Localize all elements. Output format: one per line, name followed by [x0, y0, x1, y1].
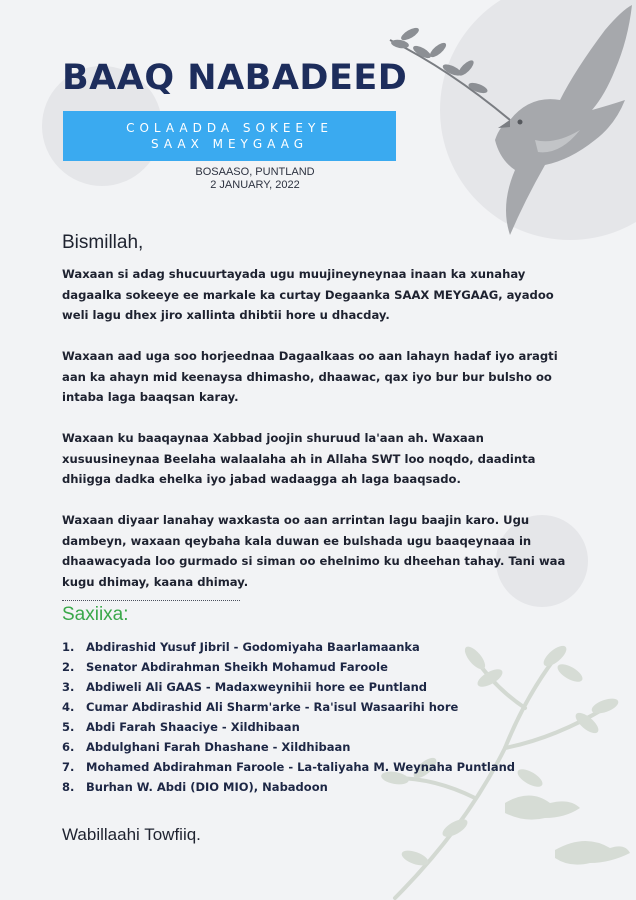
- location: BOSAASO, PUNTLAND: [195, 166, 315, 178]
- signatory-name: Abdulghani Farah Dhashane - Xildhibaan: [86, 740, 351, 754]
- paragraph-3: Waxaan ku baaqaynaa Xabbad joojin shuruud la'aan ah. Waxaan xusuusineynaa Beelaha walaalaha ah in Allaha SWT loo noqdo, daadinta dhiigga dadka ehelka iyo jabad wadaagga ah laga baaqsado.: [62, 431, 536, 486]
- dotted-divider: [62, 600, 240, 601]
- closing-line: Wabillaahi Towfiiq.: [62, 825, 201, 844]
- signatories-list: [62, 637, 515, 797]
- signatory-item: [62, 757, 515, 777]
- signatory-number: 2.: [62, 660, 75, 674]
- subtitle-banner: [63, 111, 396, 161]
- signatory-item: [62, 637, 515, 657]
- signatory-item: [62, 677, 515, 697]
- signatory-number: 3.: [62, 680, 75, 694]
- signatory-name: Abdirashid Yusuf Jibril - Godomiyaha Baarlamaanka: [86, 640, 420, 654]
- signatory-item: [62, 717, 515, 737]
- signatory-item: [62, 737, 515, 757]
- signatory-name: Cumar Abdirashid Ali Sharm'arke - Ra'isul Wasaarihi hore: [86, 700, 459, 714]
- signatory-number: 8.: [62, 780, 75, 794]
- signatory-number: 1.: [62, 640, 75, 654]
- signatory-name: Senator Abdirahman Sheikh Mohamud Faroole: [86, 660, 388, 674]
- paragraph-4: Waxaan diyaar lanahay waxkasta oo aan arrintan lagu baajin karo. Ugu dambeyn, waxaan qeybaha kala duwan ee bulshada ugu baaqeynaaa in dhaawacyada loo gurmado si siman oo ehelnimo ku dheehan tahay. Tani waa kugu dhimay, kaana dhimay.: [62, 513, 566, 589]
- paragraph-2: Waxaan aad uga soo horjeednaa Dagaalkaas oo aan lahayn hadaf iyo aragti aan ka ahayn mid keenaysa dhimasho, dhaawac, qax iyo bur bur bulsho oo intaba laga baaqsan karay.: [62, 349, 558, 404]
- signatory-item: [62, 697, 515, 717]
- signatory-number: 4.: [62, 700, 75, 714]
- date: 2 JANUARY, 2022: [210, 179, 300, 191]
- place-and-date: [150, 166, 360, 192]
- signatory-name: Mohamed Abdirahman Faroole - La-taliyaha M. Weynaha Puntland: [86, 760, 516, 774]
- signatory-item: [62, 657, 515, 677]
- paragraph-1: Waxaan si adag shucuurtayada ugu muujineyneynaa inaan ka xunahay dagaalka sokeeye ee markale ka curtay Degaanka SAAX MEYGAAG, ayadoo weli lagu dhex jiro xallinta dhibtii hore u dhacday.: [62, 267, 554, 322]
- banner-line-1: COLAADDA SOKEEYE: [126, 121, 333, 135]
- signatory-item: [62, 777, 515, 797]
- document-title: BAAQ NABADEED: [62, 58, 408, 98]
- signatures-heading: Saxiixa:: [62, 604, 129, 625]
- signatory-name: Abdi Farah Shaaciye - Xildhibaan: [86, 720, 300, 734]
- signatory-name: Abdiweli Ali GAAS - Madaxweynihii hore ee Puntland: [86, 680, 428, 694]
- signatory-number: 7.: [62, 760, 75, 774]
- banner-line-2: SAAX MEYGAAG: [150, 137, 309, 151]
- signatory-number: 6.: [62, 740, 75, 754]
- signatory-number: 5.: [62, 720, 75, 734]
- signatory-name: Burhan W. Abdi (DIO MIO), Nabadoon: [86, 780, 328, 794]
- greeting: Bismillah,: [62, 232, 144, 253]
- dove-with-olive-branch-icon: [360, 0, 636, 240]
